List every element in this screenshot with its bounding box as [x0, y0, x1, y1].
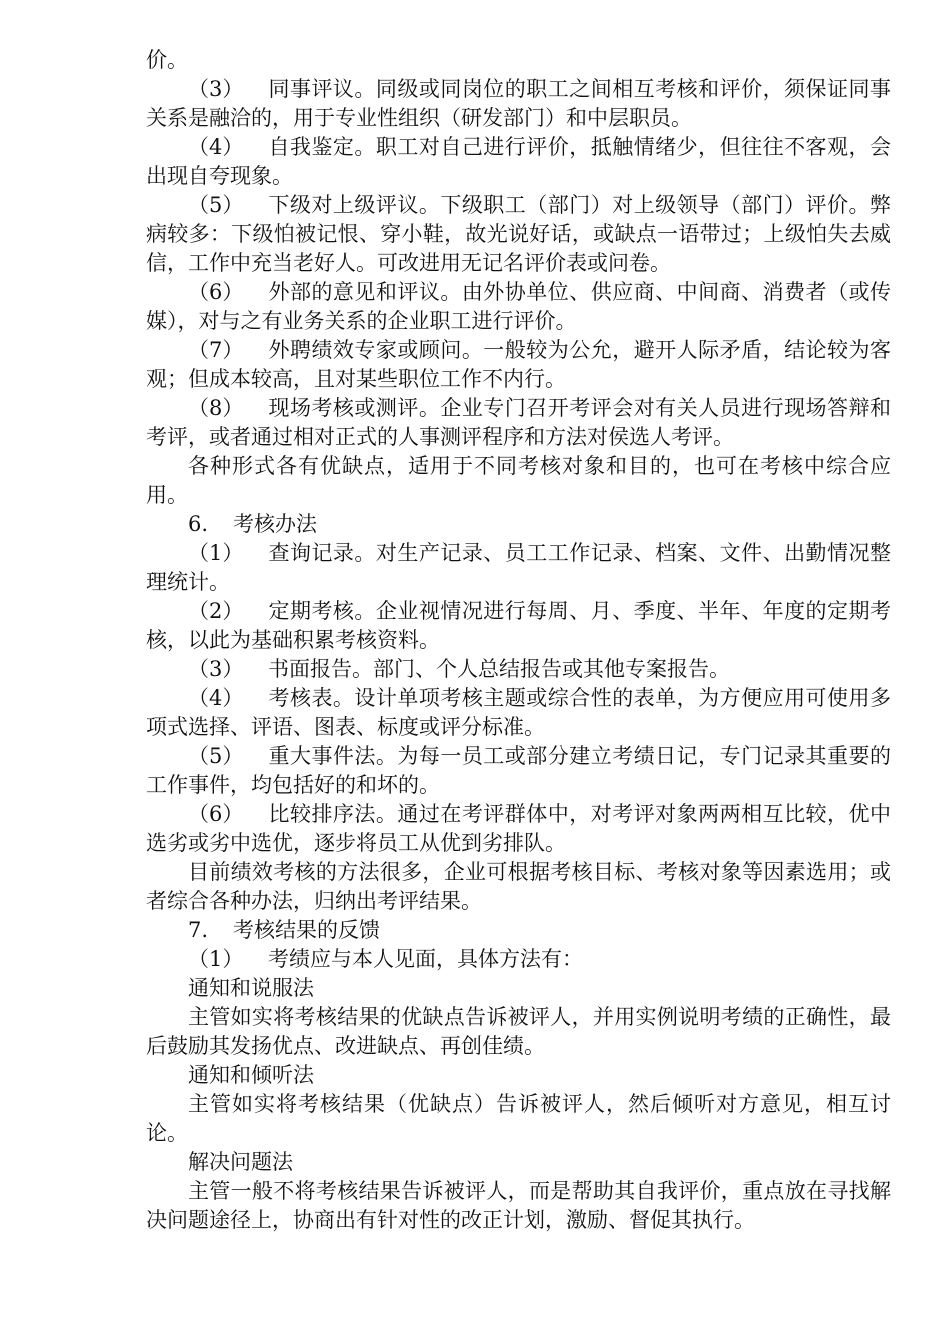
body-paragraph: 主管一般不将考核结果告诉被评人，而是帮助其自我评价，重点放在寻找解决问题途径上，协商出有针对性的改正计划，激励、督促其执行。 [146, 1179, 891, 1232]
item-text: 查询记录。对生产记录、员工工作记录、档案、文件、出勤情况整理统计。 [146, 541, 891, 594]
item-text: 外聘绩效专家或顾问。一般较为公允，避开人际矛盾，结论较为客观；但成本较高，且对某些职位工作不内行。 [146, 338, 891, 391]
item-number: （6） [188, 802, 244, 826]
item-number: （3） [188, 77, 244, 101]
item-text: 下级对上级评议。下级职工（部门）对上级领导（部门）评价。弊病较多：下级怕被记恨、穿小鞋，故光说好话，或缺点一语带过；上级怕失去威信，工作中充当老好人。可改进用无记名评价表或问卷。 [146, 193, 891, 275]
item-number: （5） [188, 744, 244, 768]
body-paragraph: 目前绩效考核的方法很多，企业可根据考核目标、考核对象等因素选用；或者综合各种办法，归纳出考评结果。 [146, 860, 891, 913]
item-text: 定期考核。企业视情况进行每周、月、季度、半年、年度的定期考核，以此为基础积累考核资料。 [146, 599, 891, 652]
numbered-paragraph [146, 191, 891, 278]
method-subheading: 解决问题法 [188, 1150, 293, 1174]
section-heading [146, 916, 891, 945]
numbered-paragraph [146, 742, 891, 800]
body-paragraph: 价。 [146, 48, 188, 72]
numbered-paragraph [146, 133, 891, 191]
numbered-paragraph [146, 394, 891, 452]
section-title: 考核结果的反馈 [233, 918, 380, 942]
section-number: 7. [188, 918, 209, 942]
item-number: （2） [188, 599, 244, 623]
item-text: 同事评议。同级或同岗位的职工之间相互考核和评价，须保证同事关系是融洽的，用于专业性组织（研发部门）和中层职员。 [146, 77, 891, 130]
item-text: 自我鉴定。职工对自己进行评价，抵触情绪少，但往往不客观，会出现自夸现象。 [146, 135, 891, 188]
item-text: 现场考核或测评。企业专门召开考评会对有关人员进行现场答辩和考评，或者通过相对正式的人事测评程序和方法对侯选人考评。 [146, 396, 891, 449]
item-text: 考核表。设计单项考核主题或综合性的表单，为方便应用可使用多项式选择、评语、图表、标度或评分标准。 [146, 686, 891, 739]
section-heading [146, 510, 891, 539]
item-number: （1） [188, 541, 244, 565]
numbered-paragraph [146, 75, 891, 133]
item-number: （5） [188, 193, 244, 217]
numbered-paragraph [146, 800, 891, 858]
section-number: 6. [188, 512, 209, 536]
item-number: （4） [188, 135, 244, 159]
numbered-paragraph [146, 597, 891, 655]
item-number: （4） [188, 686, 244, 710]
numbered-paragraph [146, 684, 891, 742]
method-subheading: 通知和说服法 [188, 976, 314, 1000]
numbered-paragraph [146, 278, 891, 336]
numbered-paragraph [146, 539, 891, 597]
body-paragraph: 各种形式各有优缺点，适用于不同考核对象和目的，也可在考核中综合应用。 [146, 454, 891, 507]
body-paragraph: 主管如实将考核结果的优缺点告诉被评人，并用实例说明考绩的正确性，最后鼓励其发扬优点、改进缺点、再创佳绩。 [146, 1005, 891, 1058]
item-text: 重大事件法。为每一员工或部分建立考绩日记，专门记录其重要的工作事件，均包括好的和坏的。 [146, 744, 891, 797]
item-text: 比较排序法。通过在考评群体中，对考评对象两两相互比较，优中选劣或劣中选优，逐步将员工从优到劣排队。 [146, 802, 891, 855]
numbered-paragraph [146, 655, 891, 684]
body-paragraph: 主管如实将考核结果（优缺点）告诉被评人，然后倾听对方意见，相互讨论。 [146, 1092, 891, 1145]
item-text: 考绩应与本人见面，具体方法有： [268, 947, 583, 971]
item-number: （3） [188, 657, 244, 681]
numbered-paragraph [146, 336, 891, 394]
method-subheading: 通知和倾听法 [188, 1063, 314, 1087]
item-text: 书面报告。部门、个人总结报告或其他专案报告。 [268, 657, 730, 681]
section-title: 考核办法 [233, 512, 317, 536]
item-number: （8） [188, 396, 244, 420]
document-body [146, 46, 891, 1235]
numbered-paragraph [146, 945, 891, 974]
item-number: （6） [188, 280, 244, 304]
item-number: （1） [188, 947, 244, 971]
item-number: （7） [188, 338, 244, 362]
item-text: 外部的意见和评议。由外协单位、供应商、中间商、消费者（或传媒），对与之有业务关系的企业职工进行评价。 [146, 280, 891, 333]
